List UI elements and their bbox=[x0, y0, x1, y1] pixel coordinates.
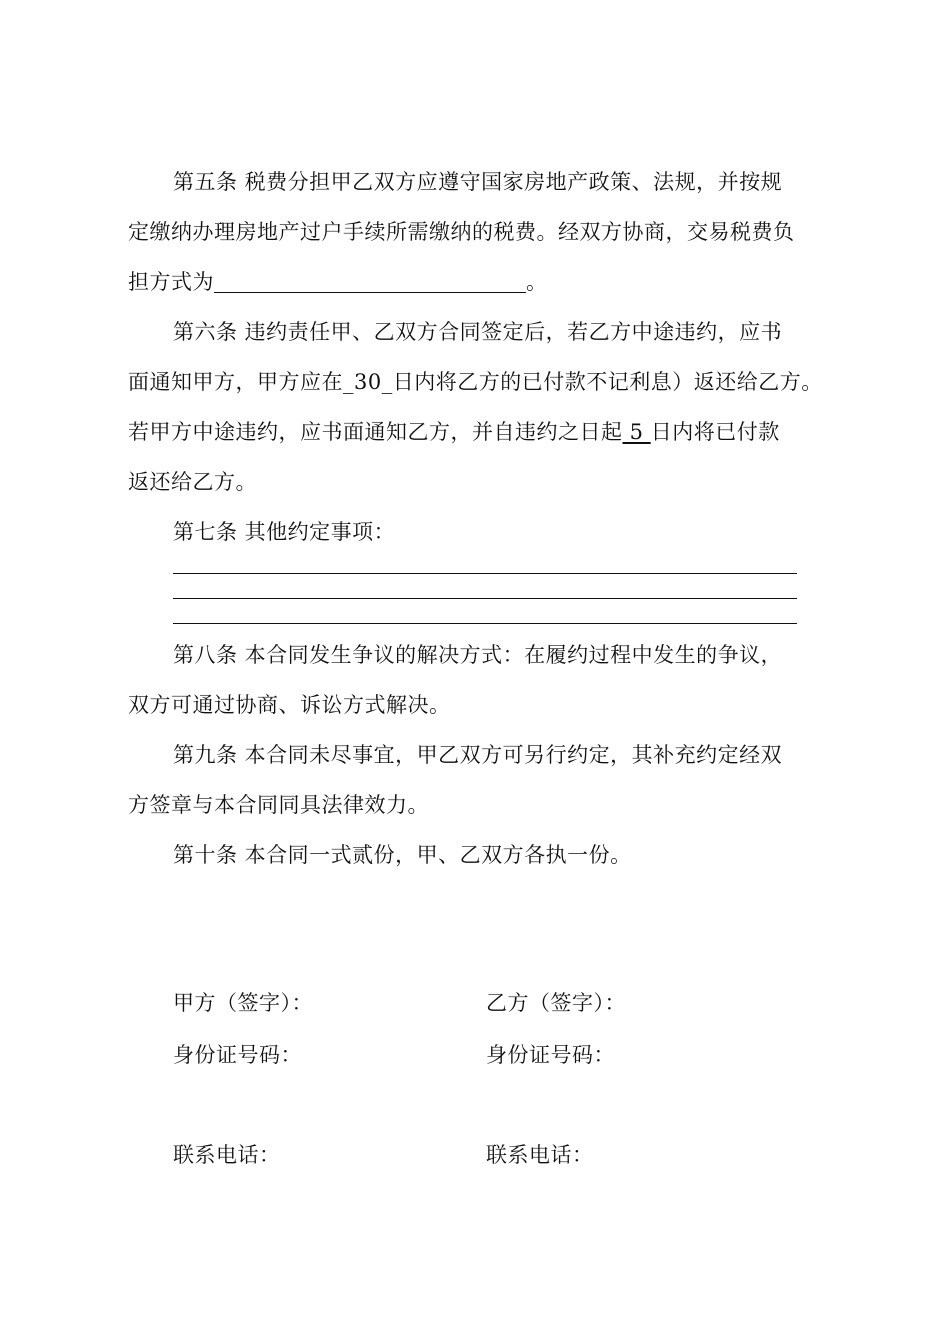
party-a-phone-label: 联系电话： bbox=[173, 1143, 281, 1167]
article-10-line-1: 第十条 本合同一式贰份，甲、乙双方各执一份。 bbox=[173, 843, 632, 867]
article-9-line-1: 第九条 本合同未尽事宜，甲乙双方可另行约定，其补充约定经双 bbox=[173, 743, 783, 767]
other-terms-blank-line-2 bbox=[173, 598, 797, 599]
article-6-line-2-prefix: 面通知甲方，甲方应在 bbox=[128, 370, 343, 394]
article-6-line-3-prefix: 若甲方中途违约，应书面通知乙方，并自违约之日起 bbox=[128, 420, 623, 444]
article-6-line-2 bbox=[128, 369, 823, 395]
refund-days-b: 5 bbox=[622, 420, 651, 444]
refund-days-a: _30_ bbox=[343, 370, 393, 394]
article-5-line-2: 定缴纳办理房地产过户手续所需缴纳的税费。经双方协商，交易税费负 bbox=[128, 220, 795, 244]
article-5-line-1: 第五条 税费分担甲乙双方应遵守国家房地产政策、法规，并按规 bbox=[173, 170, 783, 194]
article-5-suffix: 。 bbox=[526, 270, 548, 294]
party-b-sign-label: 乙方（签字）： bbox=[486, 991, 626, 1015]
article-8-line-2: 双方可通过协商、诉讼方式解决。 bbox=[128, 693, 451, 717]
article-6-line-2-suffix: 日内将乙方的已付款不记利息）返还给乙方。 bbox=[392, 370, 823, 394]
party-b-id-label: 身份证号码： bbox=[486, 1043, 615, 1067]
article-9-line-2: 方签章与本合同同具法律效力。 bbox=[128, 793, 429, 817]
article-6-line-1: 第六条 违约责任甲、乙双方合同签定后，若乙方中途违约，应书 bbox=[173, 320, 783, 344]
article-6-line-3 bbox=[128, 419, 780, 445]
article-6-line-3-suffix: 日内将已付款 bbox=[650, 420, 780, 444]
party-a-id-label: 身份证号码： bbox=[173, 1043, 302, 1067]
article-8-line-1: 第八条 本合同发生争议的解决方式：在履约过程中发生的争议， bbox=[173, 643, 783, 667]
other-terms-blank-line-1 bbox=[173, 573, 797, 574]
party-b-phone-label: 联系电话： bbox=[486, 1143, 594, 1167]
article-5-line-3 bbox=[128, 269, 548, 295]
article-5-prefix: 担方式为 bbox=[128, 270, 214, 294]
article-6-line-4: 返还给乙方。 bbox=[128, 470, 257, 494]
tax-method-blank bbox=[214, 270, 526, 293]
other-terms-blank-line-3 bbox=[173, 623, 797, 624]
article-7-line-1: 第七条 其他约定事项： bbox=[173, 520, 396, 544]
party-a-sign-label: 甲方（签字）： bbox=[173, 991, 313, 1015]
